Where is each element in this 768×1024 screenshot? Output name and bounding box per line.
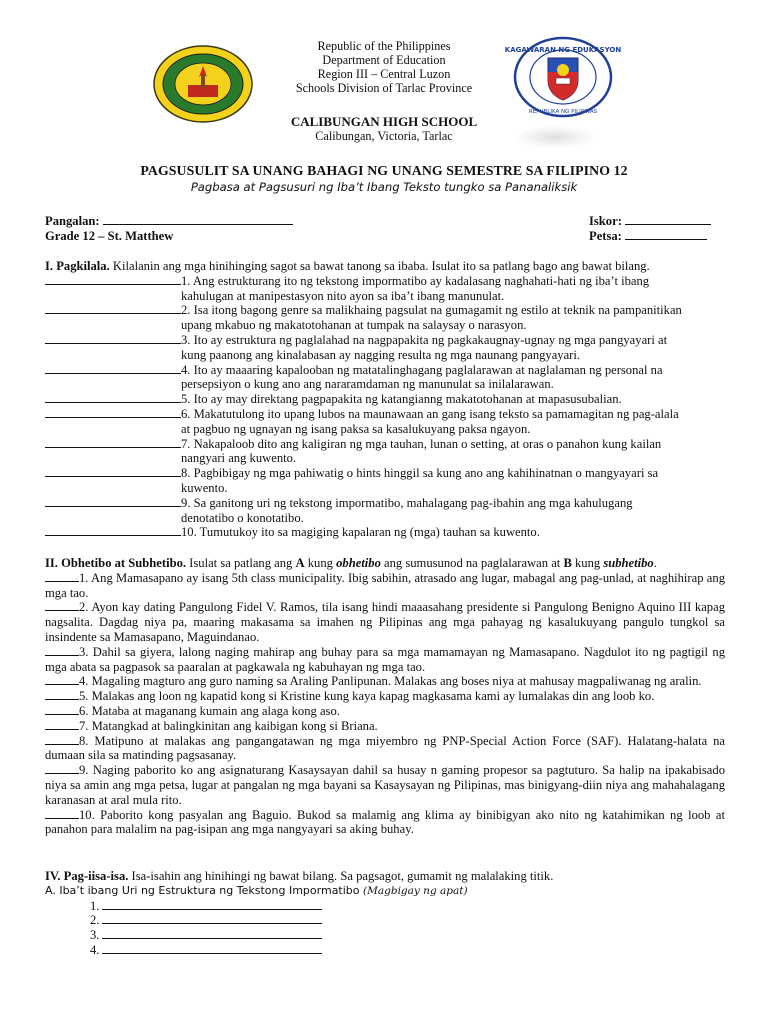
- question-line: [45, 496, 725, 511]
- header-republic: Republic of the Philippines: [317, 39, 451, 53]
- school-address: Calibungan, Victoria, Tarlac: [315, 129, 453, 143]
- answer-blank[interactable]: [45, 705, 79, 715]
- section-obhetibo-subhetibo: [45, 556, 725, 837]
- statement-text: Naging paborito ko ang asignaturang Kasaysayan dahil sa husay n gaming propesor sa pagtuturo. Sa halip na ipakabisado niya sa amin ang mga petsa, lugar at pangalan ng mga bayani sa Kasaysayan ng Pilipinas, mas binigyang-diin niya ang mahahalagang karanasan at aral mula rito.: [45, 763, 725, 807]
- statement-item: [45, 600, 725, 644]
- section-pag-iisa-isa: [45, 869, 725, 958]
- statement-text: Ang Mamasapano ay isang 5th class municipality. Ibig sabihin, atrasado ang lugar, mabagal ang pag-unlad, at naghihirap ang mga tao.: [45, 570, 725, 600]
- statement-item: [45, 571, 725, 601]
- statement-item: [45, 719, 725, 734]
- answer-number: 2.: [90, 913, 100, 928]
- header-division: Schools Division of Tarlac Province: [295, 81, 473, 95]
- section-4-heading: IV. Pag-iisa-isa.: [45, 869, 129, 883]
- question-line: [45, 392, 725, 407]
- question-number: 4.: [181, 362, 191, 377]
- question-text: Tumutukoy ito sa magiging kapalaran ng (mga) tauhan sa kuwento.: [196, 525, 540, 540]
- section-1-instructions: [45, 259, 725, 274]
- score-blank[interactable]: [625, 215, 711, 225]
- question-line: [45, 303, 725, 318]
- question-line: [45, 525, 725, 540]
- question-item: [45, 333, 725, 363]
- section-4-instruction: Isa-isahin ang hinihingi ng bawat bilang. Sa pagsagot, gumamit ng malalaking titik.: [128, 869, 554, 883]
- answer-number: 1.: [90, 898, 100, 913]
- statement-number: 5.: [79, 689, 89, 704]
- question-continuation: kahulugan at manipestasyon nito ayon sa iba’t ibang manunulat.: [181, 288, 505, 303]
- section-4-instructions: [45, 869, 725, 884]
- statement-text: Mataba at maganang kumain ang alaga kong aso.: [88, 703, 340, 718]
- statement-number: 7.: [79, 718, 89, 733]
- question-number: 10.: [181, 525, 197, 540]
- statement-item: [45, 763, 725, 807]
- exam-subtitle: Pagbasa at Pagsusuri ng Iba’t Ibang Teksto tungko sa Pananaliksik: [190, 180, 578, 194]
- statement-number: 4.: [79, 674, 89, 689]
- answer-blank[interactable]: [45, 764, 79, 774]
- name-field[interactable]: [45, 214, 293, 229]
- answer-number: 3.: [90, 928, 100, 943]
- svg-text:KAGAWARAN NG EDUKASYON: KAGAWARAN NG EDUKASYON: [504, 46, 622, 54]
- school-name: CALIBUNGAN HIGH SCHOOL: [290, 114, 478, 129]
- question-continuation: denotatibo o konotatibo.: [181, 510, 304, 525]
- answer-line: [90, 913, 725, 928]
- question-text: Ang estrukturang ito ng tekstong impormatibo ay kadalasang naghahati-hati ng iba’t ibang: [190, 273, 650, 288]
- question-item: [45, 496, 725, 526]
- statement-item: [45, 674, 725, 689]
- statement-text: Dahil sa giyera, lalong naging mahirap ang buhay para sa mga mamamayan ng Mamasapano. Nagdulot ito ng pagtigil ng mga abata sa pagpasok sa paaralan at pagkawala ng kabuhayan ng mga tao.: [45, 644, 725, 674]
- answer-blank[interactable]: [45, 438, 181, 448]
- question-number: 8.: [181, 466, 191, 481]
- answer-blank[interactable]: [45, 275, 181, 285]
- question-item: [45, 303, 725, 333]
- question-continuation: kung paanong ang kinalabasan ay nagging resulta ng mga naunang pangyayari.: [181, 347, 581, 362]
- question-number: 6.: [181, 406, 191, 421]
- statement-item: [45, 704, 725, 719]
- question-continuation: persepsiyon o kung ano ang nararamdaman ng manunulat sa inilalarawan.: [181, 377, 554, 392]
- statement-number: 8.: [79, 733, 89, 748]
- statement-text: Ayon kay dating Pangulong Fidel V. Ramos, tila isang hindi maaasahang presidente si Pangulong Benigno Aquino III kapag nagsalita. Dagdag niya pa, maaring makasama sa imahen ng Pilipinas ang mga pahayag ng kasalukuyang pangulo tungkol sa insindente sa Mamasapano, Maguindanao.: [45, 600, 725, 644]
- question-line: [45, 274, 725, 289]
- grade-section-label: Grade 12 – St. Matthew: [45, 229, 174, 243]
- question-item: [45, 437, 725, 467]
- question-number: 2.: [181, 303, 191, 318]
- section-pagkilala: [45, 259, 725, 540]
- header-department: Department of Education: [322, 53, 446, 67]
- part-a-label: A. Iba’t ibang Uri ng Estruktura ng Tekstong Impormatibo: [45, 883, 364, 897]
- question-line: [45, 466, 725, 481]
- section-1-heading: I. Pagkilala.: [45, 259, 110, 273]
- statement-text: Malakas ang loon ng kapatid kong si Kristine kung kaya kapag magkasama kami ay lumalakas din ang loob ko.: [88, 689, 655, 704]
- statement-number: 6.: [79, 703, 89, 718]
- question-item: [45, 525, 725, 540]
- part-a-hint: (Magbigay ng apat): [363, 884, 468, 897]
- answer-blank[interactable]: [45, 601, 79, 611]
- statement-number: 1.: [79, 570, 89, 585]
- question-line: [45, 363, 725, 378]
- statement-item: [45, 808, 725, 838]
- answer-blank[interactable]: [45, 467, 181, 477]
- section-2-items: [45, 571, 725, 837]
- answer-blank[interactable]: [102, 929, 322, 939]
- question-text: Ito ay estruktura ng paglalahad na nagpapakita ng pagkakaugnay-ugnay ng mga pangyayari at: [190, 332, 668, 347]
- answer-blank[interactable]: [45, 334, 181, 344]
- statement-item: [45, 734, 725, 764]
- statement-item: [45, 645, 725, 675]
- question-continuation: nangyari ang kuwento.: [181, 451, 297, 466]
- question-continuation: upang mkabuo ng makatotohanan at tumpak na salaysay o narasyon.: [181, 318, 527, 333]
- answer-blank[interactable]: [45, 572, 79, 582]
- answer-blank[interactable]: [45, 364, 181, 374]
- question-item: [45, 392, 725, 407]
- question-text: Sa ganitong uri ng tekstong impormatibo, mahalagang pag-ibahin ang mga kahulugang: [190, 495, 633, 510]
- statement-text: Matipuno at malakas ang pangangatawan ng mga miyembro ng PNP-Special Action Force (SAF). Halatang-halata na dumaan sila sa matinding pagsasanay.: [45, 733, 725, 763]
- exam-title: PAGSUSULIT SA UNANG BAHAGI NG UNANG SEMESTRE SA FILIPINO 12: [140, 163, 628, 178]
- question-item: [45, 274, 725, 304]
- question-number: 5.: [181, 392, 191, 407]
- question-continuation: kuwento.: [181, 480, 228, 495]
- statement-item: [45, 689, 725, 704]
- answer-blank[interactable]: [45, 690, 79, 700]
- question-line: [45, 333, 725, 348]
- answer-blank[interactable]: [45, 408, 181, 418]
- answer-blank[interactable]: [45, 497, 181, 507]
- question-number: 3.: [181, 332, 191, 347]
- answer-line: [90, 943, 725, 958]
- question-number: 9.: [181, 495, 191, 510]
- answer-blank[interactable]: [102, 944, 322, 954]
- answer-blank[interactable]: [45, 720, 79, 730]
- answer-number: 4.: [90, 942, 100, 957]
- question-continuation: at pagbuo ng ugnayan ng isang paksa sa kasalukuyang paksa ngayon.: [181, 421, 531, 436]
- answer-blank[interactable]: [45, 304, 181, 314]
- statement-text: Matangkad at balingkinitan ang kaibigan kong si Briana.: [88, 718, 378, 733]
- section-2-instr-a: Isulat sa patlang ang: [186, 556, 296, 570]
- date-blank[interactable]: [625, 230, 707, 240]
- question-item: [45, 363, 725, 393]
- answer-line: [90, 928, 725, 943]
- statement-text: Paborito kong pasyalan ang Baguio. Bukod sa malamig ang klima ay binibigyan ako nito ng katahimikan ng loob at panahon para malalim na pag-isipan ang mga nangyayari sa aking buhay.: [45, 807, 725, 837]
- section-2-heading: II. Obhetibo at Subhetibo.: [45, 556, 187, 570]
- statement-number: 2.: [79, 600, 89, 615]
- section-2-instr-d: kung: [571, 556, 604, 570]
- svg-text:REPUBLIKA NG PILIPINAS: REPUBLIKA NG PILIPINAS: [528, 109, 598, 115]
- word-subhetibo: subhetibo: [603, 556, 654, 570]
- section-2-instr-e: .: [653, 556, 657, 570]
- answer-blank[interactable]: [45, 526, 181, 536]
- answer-blank[interactable]: [45, 646, 79, 656]
- statement-number: 3.: [79, 644, 89, 659]
- section-1-items: [45, 274, 725, 540]
- question-text: Ito ay may direktang pagpapakita ng katangianng makatotohanan at mapasusubalian.: [190, 392, 622, 407]
- score-field[interactable]: [589, 214, 711, 229]
- statement-number: 9.: [79, 763, 89, 778]
- letter-a: A: [295, 556, 305, 570]
- answer-blank[interactable]: [45, 393, 181, 403]
- question-item: [45, 407, 725, 437]
- date-label: Petsa:: [589, 229, 622, 243]
- statement-text: Magaling magturo ang guro naming sa Araling Panlipunan. Malakas ang boses niya at mahusay magpaliwanag ng aralin.: [88, 674, 702, 689]
- answer-blank[interactable]: [102, 914, 322, 924]
- question-number: 1.: [181, 273, 191, 288]
- question-text: Makatutulong ito upang lubos na maunawaan an gang isang teksto sa pamamagitan ng pag-alala: [190, 406, 679, 421]
- question-number: 7.: [181, 436, 191, 451]
- section-2-instr-b: kung: [304, 556, 337, 570]
- question-text: Nakapaloob dito ang kaligiran ng mga tauhan, lunan o setting, at oras o panahon kung kailan: [190, 436, 662, 451]
- question-line: [45, 407, 725, 422]
- name-blank[interactable]: [103, 215, 293, 225]
- section-4-part-a: [45, 884, 725, 899]
- date-field[interactable]: [589, 229, 707, 244]
- word-obhetibo: obhetibo: [336, 556, 381, 570]
- answer-line: [90, 899, 725, 914]
- question-text: Ito ay maaaring kapalooban ng matatalinghagang paglalarawan at naglalaman ng personal na: [190, 362, 663, 377]
- section-4-answers: [45, 899, 725, 958]
- answer-blank[interactable]: [45, 675, 79, 685]
- question-text: Isa itong bagong genre sa malikhaing pagsulat na gumagamit ng estilo at teknik na pampanitikan: [190, 303, 682, 318]
- section-1-instruction: Kilalanin ang mga hinihinging sagot sa bawat tanong sa ibaba. Isulat ito sa patlang bago ang bawat bilang.: [109, 259, 650, 273]
- section-2-instructions: [45, 556, 725, 571]
- statement-number: 10.: [79, 807, 95, 822]
- letter-b: B: [563, 556, 572, 570]
- section-2-instr-c: ang sumusunod na paglalarawan at: [380, 556, 564, 570]
- header-region: Region III – Central Luzon: [317, 67, 451, 81]
- answer-blank[interactable]: [45, 735, 79, 745]
- question-item: [45, 466, 725, 496]
- score-label: Iskor:: [589, 214, 622, 228]
- name-label: Pangalan:: [45, 214, 100, 228]
- answer-blank[interactable]: [45, 809, 79, 819]
- question-text: Pagbibigay ng mga pahiwatig o hints hinggil sa kung ano ang kahihinatnan o mangyayari sa: [190, 466, 659, 481]
- answer-blank[interactable]: [102, 900, 322, 910]
- question-line: [45, 437, 725, 452]
